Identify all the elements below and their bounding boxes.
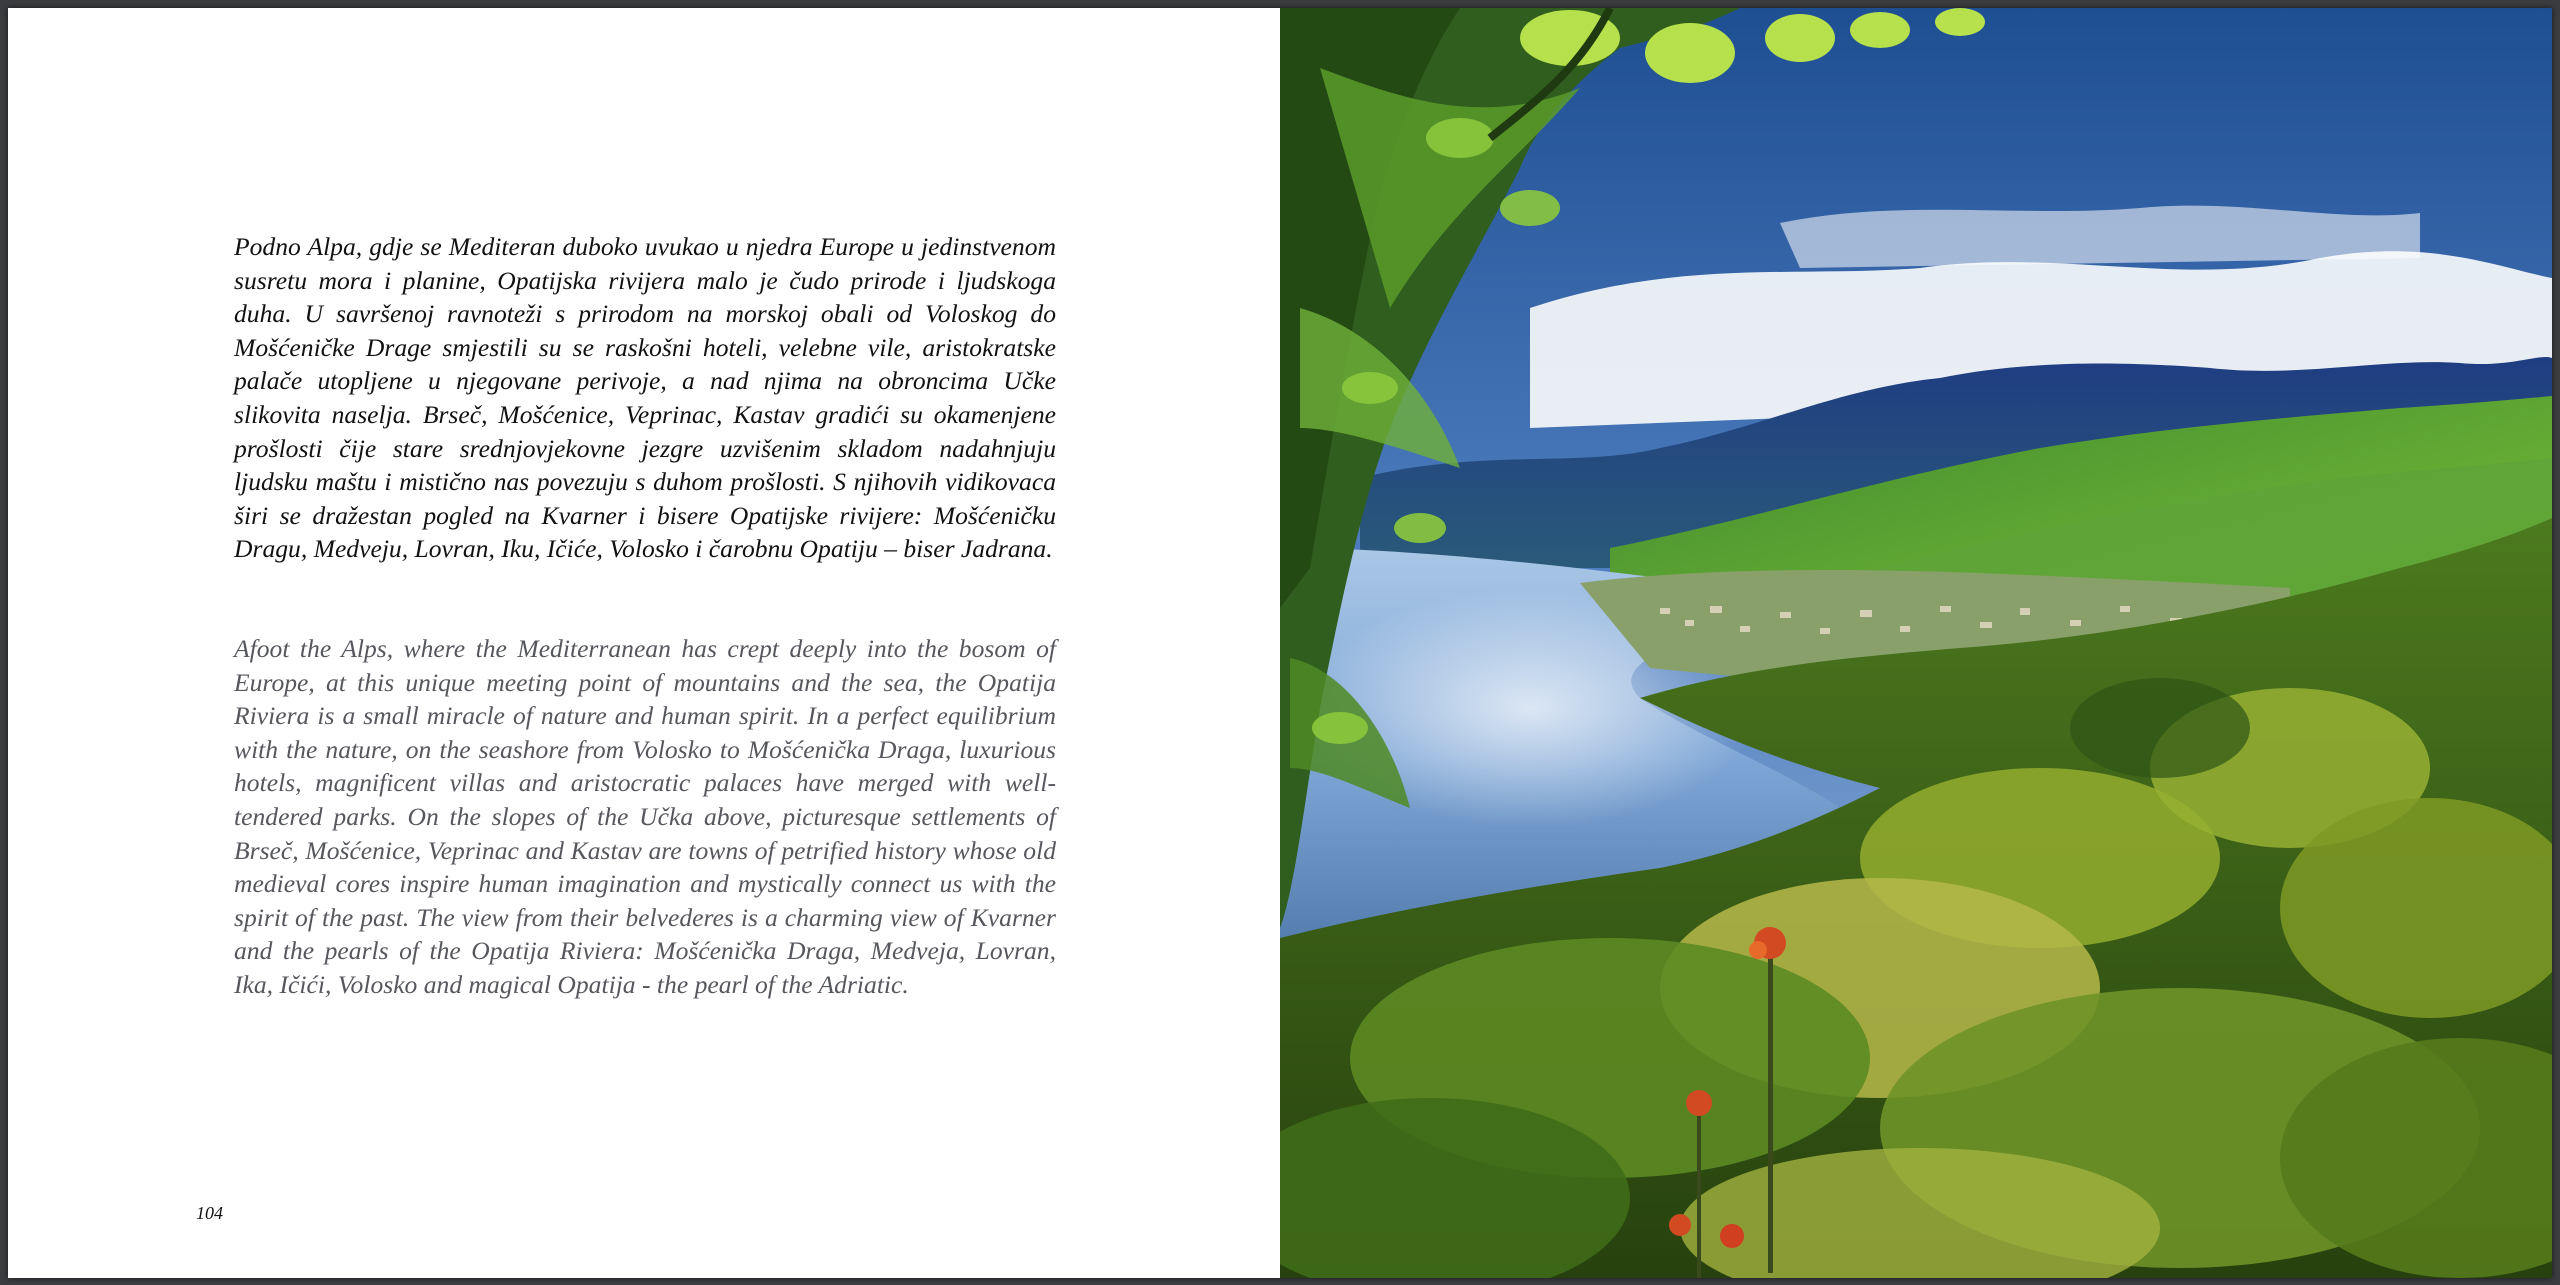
paragraph-croatian: Podno Alpa, gdje se Mediteran duboko uvukao u njedra Europe u jedinstvenom susretu mora i planine, Opatijska rivijera malo je čudo prirode i ljudskoga duha. U savršenoj ravnoteži s prirodom na morskoj obali od Voloskog do Mošćeničke Drage smjestili su se raskošni hoteli, velebne vile, aristokratske palače utopljene u njegovane perivoje, a nad njima na obroncima Učke slikovita naselja. Brseč, Mošćenice, Veprinac, Kastav gradići su okamenjene prošlosti čije stare srednjovjekovne jezgre uzvišenim skladom nadahnjuju ljudsku maštu i mistično nas povezuju s duhom prošlosti. S njihovih vidikovaca širi se dražestan pogled na Kvarner i bisere Opatijske rivijere: Mošćeničku Dragu, Medveju, Lovran, Iku, Ičiće, Volosko i čarobnu Opatiju – biser Jadrana.: [234, 232, 1056, 564]
paragraph-english: Afoot the Alps, where the Mediterranean has crept deeply into the bosom of Europe, at this unique meeting point of mountains and the sea, the Opatija Riviera is a small miracle of nature and human spirit. In a perfect equilibrium with the nature, on the seashore from Volosko to Mošćenička Draga, luxurious hotels, magnificent villas and aristocratic palaces have merged with well-tendered parks. On the slopes of the Učka above, picturesque settlements of Brseč, Mošćenice, Veprinac and Kastav are towns of petrified history whose old medieval cores inspire human imagination and mystically connect us with the spirit of the past. The view from their belvederes is a charming view of Kvarner and the pearls of the Opatija Riviera: Mošćenička Draga, Medveja, Lovran, Ika, Ičići, Volosko and magical Opatija - the pearl of the Adriatic.: [234, 633, 1056, 999]
book-spread: [8, 8, 2552, 1278]
left-page: [8, 8, 1280, 1278]
page-number: 104: [196, 1203, 223, 1223]
right-page: [1280, 8, 2552, 1278]
coastal-landscape-photo: [1280, 8, 2552, 1278]
text-column: [234, 230, 1056, 1001]
